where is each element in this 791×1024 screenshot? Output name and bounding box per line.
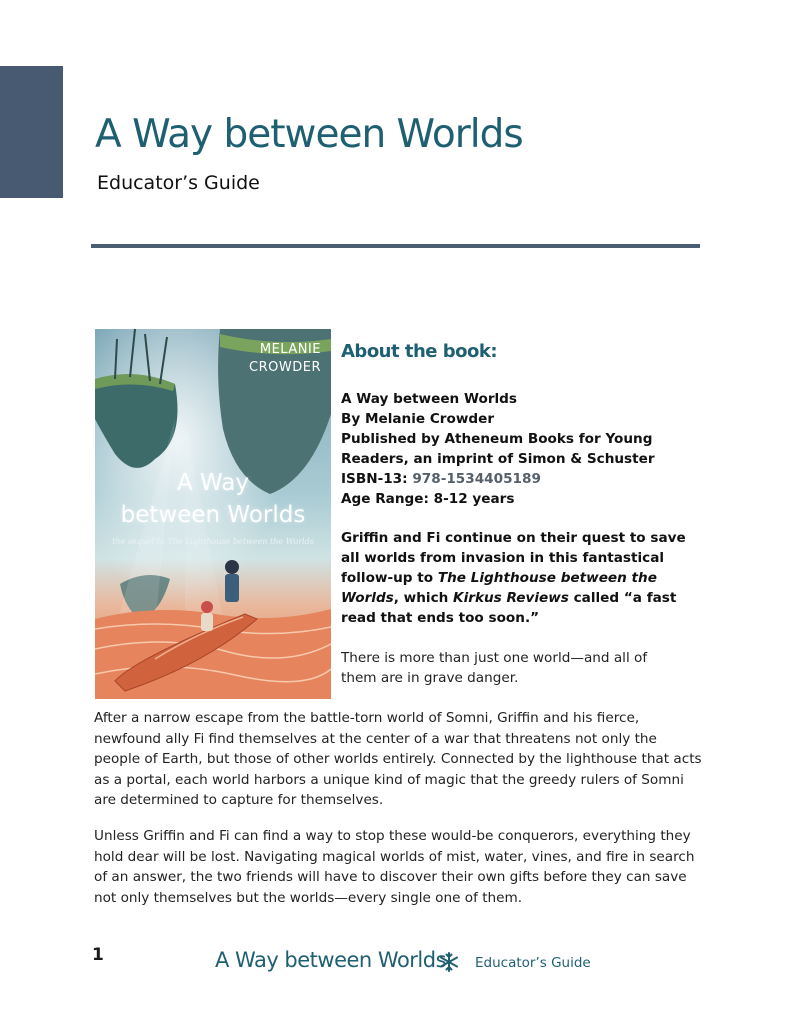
page-number: 1 (92, 945, 104, 965)
isbn-value: 978-1534405189 (412, 471, 541, 487)
cover-author-last: CROWDER (249, 360, 321, 375)
cover-tagline: the sequel to The Lighthouse between the Worlds (112, 537, 314, 546)
cover-title-line2: between Worlds (120, 502, 306, 528)
blurb-book-title: The Lighthouse between the Worlds (341, 570, 657, 606)
cover-author-first: MELANIE (259, 342, 321, 357)
header-divider (91, 244, 700, 248)
book-blurb (341, 528, 686, 628)
summary-paragraph-1: After a narrow escape from the battle-torn world of Somni, Griffin and his fierce, newfound ally Fi find themselves at the center of a war that threatens not only the people of Earth, but those of other worlds entirely. Connected by the lighthouse that acts as a portal, each world harbors a unique kind of magic that the greedy rulers of Somni are determined to capture for themselves. (94, 710, 702, 808)
footer-title: A Way between Worlds (215, 948, 447, 972)
blurb-quote: called “a fast read that ends too soon.” (341, 590, 677, 626)
footer-label: Educator’s Guide (475, 955, 591, 971)
blurb-text: , which (393, 590, 454, 606)
book-isbn (341, 469, 681, 489)
page-subtitle: Educator’s Guide (97, 172, 260, 194)
cover-title (95, 467, 331, 531)
cover-author (249, 341, 321, 377)
book-cover (95, 329, 331, 699)
side-accent-block (0, 66, 63, 198)
book-author: By Melanie Crowder (341, 411, 495, 427)
book-publisher: Published by Atheneum Books for Young Readers, an imprint of Simon & Schuster (341, 431, 655, 467)
cover-title-line1: A Way (176, 470, 250, 496)
page-title: A Way between Worlds (95, 112, 523, 157)
blurb-source: Kirkus Reviews (453, 590, 569, 606)
lead-sentence: There is more than just one world—and all of them are in grave danger. (341, 650, 648, 686)
isbn-label: ISBN-13: (341, 471, 413, 487)
summary-paragraph-2: Unless Griffin and Fi can find a way to stop these would-be conquerors, everything they hold dear will be lost. Navigating magical worlds of mist, water, vines, and fire in search of an answer, the two friends will have to discover their own gifts before they can save not only themselves but the worlds—every single one of them. (94, 828, 695, 906)
snowflake-icon (438, 951, 460, 973)
about-heading: About the book: (341, 341, 498, 362)
book-title: A Way between Worlds (341, 391, 518, 407)
book-details (341, 389, 681, 509)
blurb-text: Griffin and Fi continue on their quest to save all worlds from invasion in this fantastical follow-up to (341, 530, 686, 586)
book-age-range: Age Range: 8-12 years (341, 491, 515, 507)
